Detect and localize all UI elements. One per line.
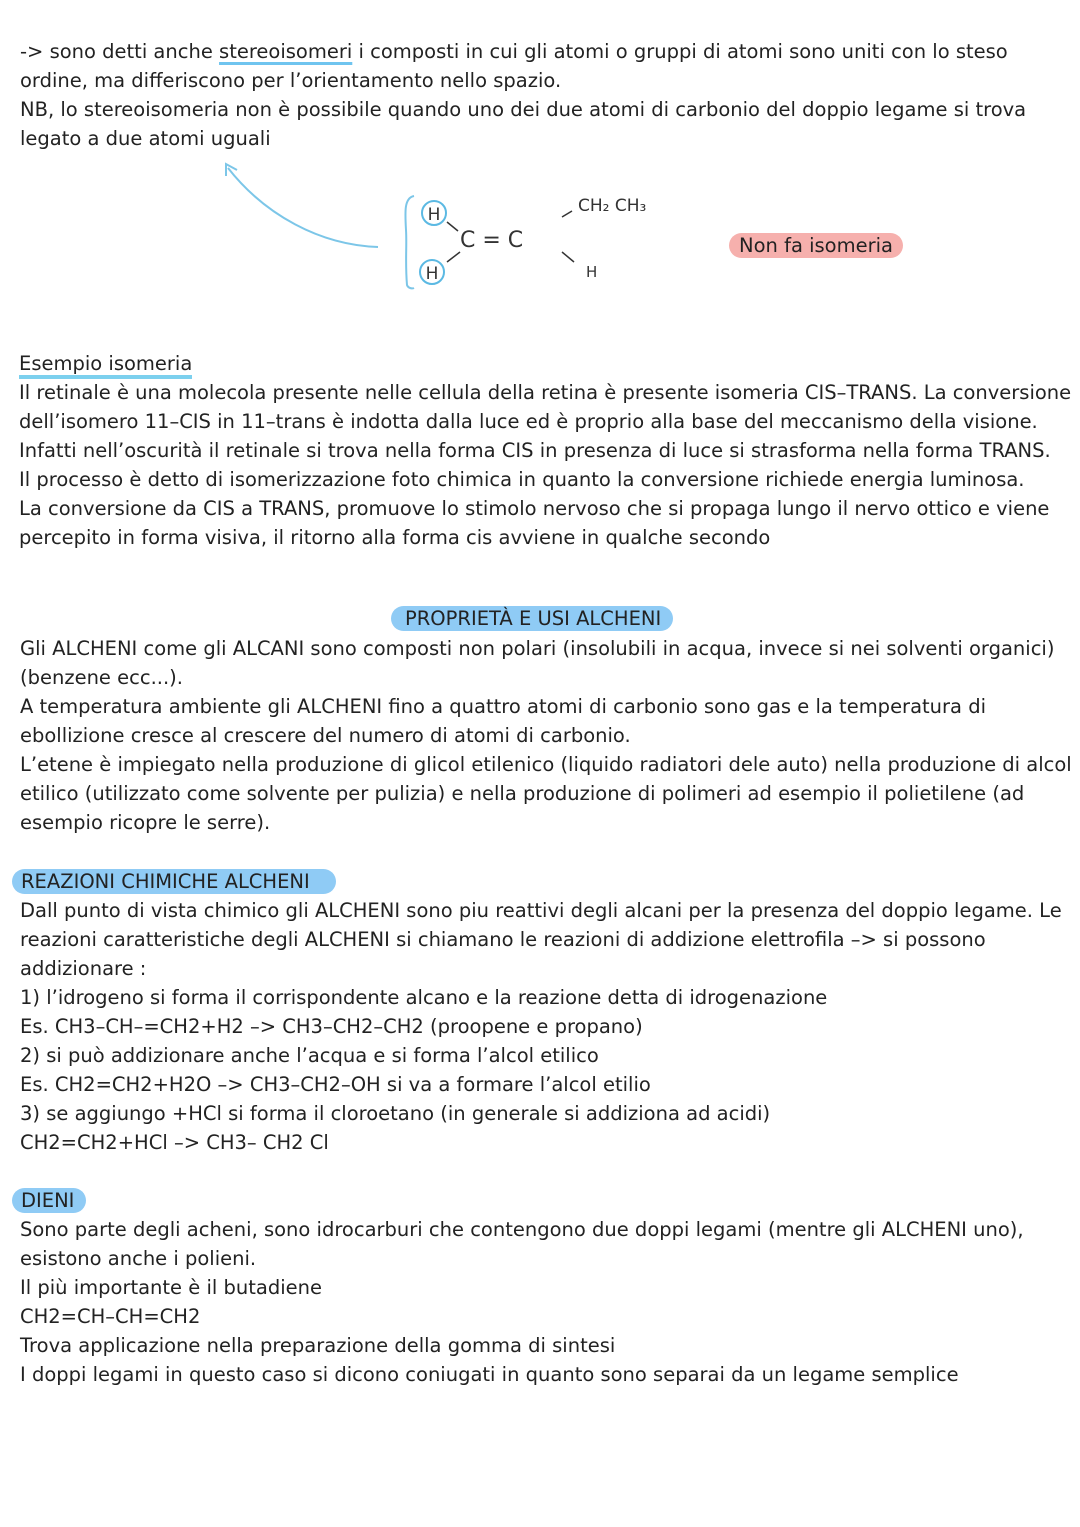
- reazioni-line: CH2=CH2+HCl –> CH3– CH2 Cl: [20, 1131, 329, 1154]
- reazioni-line: Es. CH2=CH2+H2O –> CH3–CH2–OH si va a formare l’alcol etilio: [20, 1073, 651, 1096]
- bond-bottom-right: [562, 252, 574, 262]
- dieni-heading: [12, 1186, 86, 1215]
- arrow-head: [226, 164, 237, 176]
- proprieta-line: Gli ALCHENI come gli ALCANI sono composti non polari (insolubili in acqua, invece si nei solventi organici): [20, 637, 1055, 660]
- h-bottom: H: [425, 264, 439, 284]
- stereo-line-1-pre: -> sono detti anche: [20, 40, 220, 63]
- dieni-line: Il più importante è il butadiene: [20, 1276, 322, 1299]
- esempio-heading: [19, 349, 192, 378]
- stereo-line-2: ordine, ma differiscono per l’orientamento nello spazio.: [20, 69, 562, 92]
- reazioni-heading-label: REAZIONI CHIMICHE ALCHENI: [12, 869, 336, 894]
- proprieta-line: A temperatura ambiente gli ALCHENI fino a quattro atomi di carbonio sono gas e la temperatura di: [20, 695, 986, 718]
- esempio-line: Il processo è detto di isomerizzazione foto chimica in quanto la conversione richiede energia luminosa.: [19, 468, 1025, 491]
- reazioni-line: 1) l’idrogeno si forma il corrispondente alcano e la reazione detta di idrogenazione: [20, 986, 828, 1009]
- stereo-line-1: [20, 37, 1008, 66]
- stereoisomeri-term: stereoisomeri: [219, 40, 353, 63]
- proprieta-line: etilico (utilizzato come solvente per pulizia) e nella produzione di polimeri ad esempio il polietilene (ad: [20, 782, 1025, 805]
- badge-label: Non fa isomeria: [729, 233, 903, 258]
- esempio-line: percepito in forma visiva, il ritorno alla forma cis avviene in qualche secondo: [19, 526, 771, 549]
- double-bond: C = C: [460, 228, 524, 253]
- pointer-arrow: [228, 168, 378, 247]
- bond-bottom-left: [447, 252, 460, 262]
- dieni-line: Sono parte degli acheni, sono idrocarburi che contengono due doppi legami (mentre gli ALCHENI uno),: [20, 1218, 1024, 1241]
- proprieta-line: L’etene è impiegato nella produzione di glicol etilenico (liquido radiatori dele auto) nella produzione di alcol: [20, 753, 1072, 776]
- molecule-diagram: [0, 150, 720, 300]
- bond-top-left: [447, 222, 458, 231]
- proprieta-line: esempio ricopre le serre).: [20, 811, 271, 834]
- stereo-line-3: NB, lo stereoisomeria non è possibile quando uno dei due atomi di carbonio del doppio legame si trova: [20, 98, 1027, 121]
- esempio-heading-label: Esempio isomeria: [19, 352, 192, 379]
- brace: [405, 196, 414, 288]
- dieni-line: I doppi legami in questo caso si dicono coniugati in quanto sono separai da un legame semplice: [20, 1363, 959, 1386]
- proprieta-line: ebollizione cresce al crescere del numero di atomi di carbonio.: [20, 724, 631, 747]
- reazioni-line: Dall punto di vista chimico gli ALCHENI sono piu reattivi degli alcani per la presenza del doppio legame. Le: [20, 899, 1062, 922]
- reazioni-line: 2) si può addizionare anche l’acqua e si forma l’alcol etilico: [20, 1044, 599, 1067]
- reazioni-line: addizionare :: [20, 957, 147, 980]
- reazioni-line: reazioni caratteristiche degli ALCHENI si chiamano le reazioni di addizione elettrofila –> si possono: [20, 928, 986, 951]
- stereo-line-4: legato a due atomi uguali: [20, 127, 271, 150]
- esempio-line: Il retinale è una molecola presente nelle cellula della retina è presente isomeria CIS–TRANS. La conversione: [19, 381, 1072, 404]
- non-fa-isomeria-badge: [729, 231, 903, 260]
- h-right: H: [586, 263, 598, 281]
- proprieta-heading-label: PROPRIETÀ E USI ALCHENI: [391, 606, 673, 631]
- dieni-line: Trova applicazione nella preparazione della gomma di sintesi: [20, 1334, 616, 1357]
- h-top: H: [427, 205, 441, 225]
- dieni-heading-label: DIENI: [12, 1188, 86, 1213]
- reazioni-line: Es. CH3–CH–=CH2+H2 –> CH3–CH2–CH2 (proopene e propano): [20, 1015, 643, 1038]
- dieni-line: CH2=CH–CH=CH2: [20, 1305, 201, 1328]
- esempio-line: Infatti nell’oscurità il retinale si trova nella forma CIS in presenza di luce si strasforma nella forma TRANS.: [19, 439, 1051, 462]
- reazioni-heading: [12, 867, 336, 896]
- reazioni-line: 3) se aggiungo +HCl si forma il cloroetano (in generale si addiziona ad acidi): [20, 1102, 771, 1125]
- esempio-line: La conversione da CIS a TRANS, promuove lo stimolo nervoso che si propaga lungo il nervo ottico e viene: [19, 497, 1050, 520]
- bond-top-right: [562, 211, 572, 217]
- stereo-line-1-post: i composti in cui gli atomi o gruppi di atomi sono uniti con lo steso: [352, 40, 1008, 63]
- substituent: CH₂ CH₃: [578, 196, 647, 216]
- esempio-line: dell’isomero 11–CIS in 11–trans è indotta dalla luce ed è proprio alla base del meccanismo della visione.: [19, 410, 1038, 433]
- dieni-line: esistono anche i polieni.: [20, 1247, 257, 1270]
- proprieta-heading: [391, 604, 673, 633]
- proprieta-line: (benzene ecc...).: [20, 666, 183, 689]
